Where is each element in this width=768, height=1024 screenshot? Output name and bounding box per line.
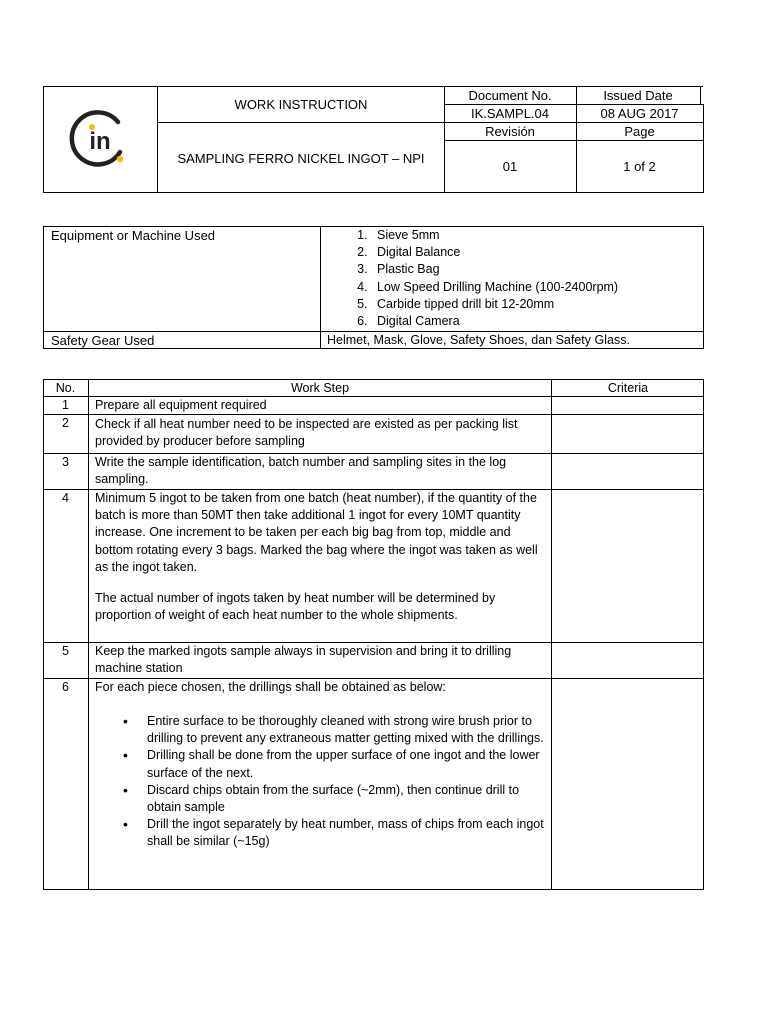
step-text-secondary: The actual number of ingots taken by heat number will be determined by proportion of weight of each heat number to the whole shipments. xyxy=(95,591,496,623)
logo-text: in xyxy=(89,127,111,155)
equipment-item: 3. Plastic Bag xyxy=(371,261,701,278)
equipment-label: Equipment or Machine Used xyxy=(51,228,216,243)
step-number: 4 xyxy=(62,491,69,505)
safety-gear-label: Safety Gear Used xyxy=(51,333,155,348)
col-header-criteria: Criteria xyxy=(607,380,649,395)
step-number: 6 xyxy=(62,680,69,694)
work-step-table xyxy=(43,379,704,890)
issued-date-value: 08 AUG 2017 xyxy=(600,106,679,121)
step-number: 2 xyxy=(62,416,69,430)
page-value: 1 of 2 xyxy=(623,159,656,174)
table-row xyxy=(43,490,704,642)
table-row xyxy=(43,415,704,453)
table-row xyxy=(43,643,704,678)
document-no-label-cell xyxy=(444,86,577,105)
step-text: Write the sample identification, batch number and sampling sites in the log sampling. xyxy=(95,455,507,487)
equipment-item: 2. Digital Balance xyxy=(371,244,701,261)
issued-date-value-cell xyxy=(576,104,704,123)
page-label-cell xyxy=(576,122,704,141)
bullet-item: • Entire surface to be thoroughly cleaned with strong wire brush prior to drilling to prevent any extraneous matter getting mixed with the drillings. xyxy=(147,713,545,747)
step-text: Keep the marked ingots sample always in supervision and bring it to drilling machine station xyxy=(95,644,512,676)
document-no-value: IK.SAMPL.04 xyxy=(470,105,550,121)
revision-value: 01 xyxy=(502,159,518,174)
logo-accent-dot xyxy=(117,155,123,161)
revision-label-cell xyxy=(444,122,577,141)
page-label: Page xyxy=(624,123,655,139)
equipment-item: 6. Digital Camera xyxy=(371,313,701,330)
step-text: Prepare all equipment required xyxy=(95,398,267,412)
company-logo-icon xyxy=(68,108,132,172)
step-number: 3 xyxy=(62,455,69,469)
document-header xyxy=(43,86,704,193)
step-bullet-list xyxy=(95,713,545,851)
step-number: 5 xyxy=(62,644,69,658)
doc-title: WORK INSTRUCTION xyxy=(234,96,368,112)
logo-cell xyxy=(43,86,157,193)
issued-date-label: Issued Date xyxy=(603,88,673,103)
step-text: Minimum 5 ingot to be taken from one batch (heat number), if the quantity of the batch is more than 50MT then take additional 1 ingot for every 10MT quantity increase. One increment to be taken per each big bag from top, middle and bottom rotating every 3 bags. Marked the bag where the ingot was taken as well as the ingot taken. xyxy=(95,491,538,574)
equipment-item: 4. Low Speed Drilling Machine (100-2400rpm) xyxy=(371,279,701,296)
equipment-list-cell xyxy=(321,227,701,330)
equipment-list xyxy=(321,227,701,330)
doc-subtitle: SAMPLING FERRO NICKEL INGOT – NPI xyxy=(177,150,425,166)
document-no-value-cell xyxy=(444,104,577,123)
revision-label: Revisión xyxy=(485,123,535,139)
step-bullets-cell xyxy=(89,713,551,851)
table-row xyxy=(43,679,704,890)
table-row xyxy=(43,397,704,414)
revision-value-cell xyxy=(444,140,577,193)
page-value-cell xyxy=(576,140,704,193)
issued-date-label-cell xyxy=(576,86,701,105)
equipment-item: 1. Sieve 5mm xyxy=(371,227,701,244)
equipment-table xyxy=(43,226,704,349)
col-header-no: No. xyxy=(55,380,76,395)
table-row xyxy=(43,454,704,489)
bullet-item: • Drilling shall be done from the upper surface of one ingot and the lower surface of the next. xyxy=(147,747,545,781)
safety-gear-value: Helmet, Mask, Glove, Safety Shoes, dan Safety Glass. xyxy=(327,333,630,347)
col-header-work-step: Work Step xyxy=(290,380,350,395)
doc-title-cell xyxy=(157,86,445,123)
step-text: For each piece chosen, the drillings shall be obtained as below: xyxy=(95,680,446,694)
equipment-item: 5. Carbide tipped drill bit 12-20mm xyxy=(371,296,701,313)
step-number: 1 xyxy=(62,398,69,412)
step-text: Check if all heat number need to be inspected are existed as per packing list provided by producer before sampling xyxy=(95,417,518,449)
bullet-item: • Drill the ingot separately by heat number, mass of chips from each ingot shall be similar (~15g) xyxy=(147,816,545,850)
bullet-item: • Discard chips obtain from the surface (~2mm), then continue drill to obtain sample xyxy=(147,782,545,816)
doc-subtitle-cell xyxy=(157,123,445,193)
document-no-label: Document No. xyxy=(468,88,552,103)
